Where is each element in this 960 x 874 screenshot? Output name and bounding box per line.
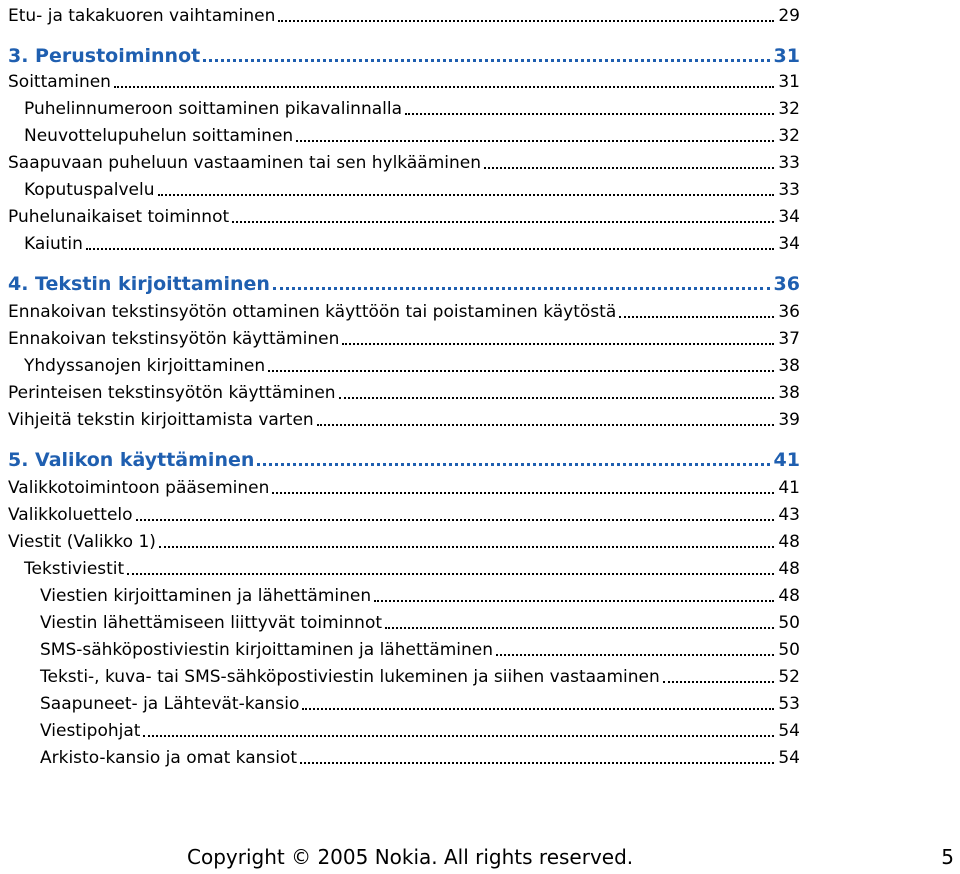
toc-entry-label: Perinteisen tekstinsyötön käyttäminen	[8, 383, 336, 403]
toc-entry-page: 36	[773, 273, 800, 295]
toc-chapter-entry[interactable]	[8, 444, 800, 470]
toc-entry-label: Viestien kirjoittaminen ja lähettäminen	[40, 586, 372, 606]
toc-leader-dots	[484, 167, 774, 169]
toc-entry-page: 31	[773, 45, 800, 67]
toc-entry[interactable]	[8, 174, 800, 200]
toc-entry-label: Ennakoivan tekstinsyötön ottaminen käyttöön tai poistaminen käytöstä	[8, 302, 617, 322]
toc-entry-page: 48	[778, 532, 800, 552]
toc-entry-page: 38	[778, 356, 800, 376]
toc-entry[interactable]	[8, 296, 800, 322]
toc-entry-label: Arkisto-kansio ja omat kansiot	[40, 748, 298, 768]
toc-entry[interactable]	[8, 228, 800, 254]
toc-entry[interactable]	[8, 499, 800, 525]
toc-leader-dots	[268, 370, 774, 372]
toc-leader-dots	[143, 735, 774, 737]
toc-entry-page: 54	[778, 721, 800, 741]
toc-entry-label: Tekstiviestit	[24, 559, 125, 579]
toc-entry-page: 43	[778, 505, 800, 525]
toc-entry[interactable]	[8, 377, 800, 403]
toc-leader-dots	[86, 248, 774, 250]
toc-entry-label: Viestin lähettämiseen liittyvät toiminnot	[40, 613, 383, 633]
toc-leader-dots	[159, 546, 774, 548]
toc-leader-dots	[114, 86, 774, 88]
toc-entry-page: 48	[778, 559, 800, 579]
toc-entry-page: 48	[778, 586, 800, 606]
toc-entry-page: 41	[778, 478, 800, 498]
toc-entry-label: Ennakoivan tekstinsyötön käyttäminen	[8, 329, 340, 349]
toc-entry[interactable]	[8, 120, 800, 146]
toc-entry-label: Valikkoluettelo	[8, 505, 133, 525]
toc-leader-dots	[127, 573, 774, 575]
toc-leader-dots	[278, 20, 774, 22]
toc-entry[interactable]	[8, 526, 800, 552]
toc-entry-label: Kaiutin	[24, 234, 83, 254]
toc-leader-dots	[342, 343, 774, 345]
toc-entry-page: 41	[773, 449, 800, 471]
toc-leader-dots	[663, 681, 775, 683]
toc-leader-dots	[158, 194, 775, 196]
toc-entry-page: 50	[778, 640, 800, 660]
toc-entry-page: 39	[778, 410, 800, 430]
toc-entry-label: Saapuneet- ja Lähtevät-kansio	[40, 694, 300, 714]
toc-entry-label: Saapuvaan puheluun vastaaminen tai sen hylkääminen	[8, 153, 481, 173]
toc-entry-label: Viestipohjat	[40, 721, 141, 741]
toc-leader-dots	[296, 140, 774, 142]
toc-entry-page: 36	[778, 302, 800, 322]
toc-entry-page: 52	[778, 667, 800, 687]
toc-entry-label: Etu- ja takakuoren vaihtaminen	[8, 6, 276, 26]
toc-leader-dots	[374, 600, 774, 602]
toc-entry-label: Puhelunaikaiset toiminnot	[8, 207, 230, 227]
toc-entry-label: Valikkotoimintoon pääseminen	[8, 478, 270, 498]
toc-entry[interactable]	[8, 472, 800, 498]
toc-entry-label: Vihjeitä tekstin kirjoittamista varten	[8, 410, 314, 430]
toc-entry-label: Neuvottelupuhelun soittaminen	[24, 126, 294, 146]
toc-leader-dots	[136, 519, 775, 521]
toc-leader-dots	[317, 424, 775, 426]
toc-entry[interactable]	[8, 742, 800, 768]
toc-entry-label: Viestit (Valikko 1)	[8, 532, 156, 552]
page-number: 5	[941, 845, 954, 869]
toc-entry-page: 33	[778, 180, 800, 200]
toc-entry-label: 3. Perustoiminnot	[8, 45, 201, 67]
toc-entry[interactable]	[8, 201, 800, 227]
toc-entry-page: 34	[778, 234, 800, 254]
toc-entry-label: Koputuspalvelu	[24, 180, 155, 200]
toc-entry[interactable]	[8, 350, 800, 376]
toc-entry-page: 29	[778, 6, 800, 26]
toc-entry-label: Yhdyssanojen kirjoittaminen	[24, 356, 266, 376]
toc-entry-page: 50	[778, 613, 800, 633]
toc-chapter-entry[interactable]	[8, 268, 800, 294]
toc-leader-dots	[232, 221, 774, 223]
toc-entry[interactable]	[8, 93, 800, 119]
toc-leader-dots	[300, 762, 774, 764]
toc-entry-page: 32	[778, 99, 800, 119]
toc-entry-page: 37	[778, 329, 800, 349]
toc-entry-label: Soittaminen	[8, 72, 111, 92]
toc-entry-page: 34	[778, 207, 800, 227]
toc-entry-label: 4. Tekstin kirjoittaminen	[8, 273, 270, 295]
toc-leader-dots	[272, 492, 774, 494]
toc-entry-page: 32	[778, 126, 800, 146]
toc-entry[interactable]	[8, 66, 800, 92]
toc-entry[interactable]	[8, 323, 800, 349]
toc-leader-dots	[273, 287, 770, 290]
toc-leader-dots	[619, 316, 774, 318]
toc-entry-label: SMS-sähköpostiviestin kirjoittaminen ja lähettäminen	[40, 640, 493, 660]
toc-entry-page: 54	[778, 748, 800, 768]
copyright-notice: Copyright © 2005 Nokia. All rights reserved.	[187, 845, 634, 869]
toc-entry-label: 5. Valikon käyttäminen	[8, 449, 255, 471]
toc-entry[interactable]	[8, 404, 800, 430]
toc-entry[interactable]	[8, 661, 800, 687]
toc-entry-page: 31	[778, 72, 800, 92]
toc-entry[interactable]	[8, 715, 800, 741]
toc-entry[interactable]	[8, 553, 800, 579]
toc-leader-dots	[302, 708, 774, 710]
toc-entry[interactable]	[8, 607, 800, 633]
toc-entry-page: 33	[778, 153, 800, 173]
toc-entry[interactable]	[8, 147, 800, 173]
toc-leader-dots	[257, 463, 769, 466]
toc-leader-dots	[496, 654, 774, 656]
toc-entry-page: 53	[778, 694, 800, 714]
toc-entry[interactable]	[8, 580, 800, 606]
toc-entry-label: Teksti-, kuva- tai SMS-sähköpostiviestin lukeminen ja siihen vastaaminen	[40, 667, 660, 687]
toc-entry[interactable]	[8, 0, 800, 26]
toc-entry-page: 38	[778, 383, 800, 403]
toc-leader-dots	[405, 113, 774, 115]
toc-leader-dots	[203, 59, 769, 62]
toc-entry-label: Puhelinnumeroon soittaminen pikavalinnalla	[24, 99, 403, 119]
toc-leader-dots	[385, 627, 774, 629]
toc-leader-dots	[339, 397, 775, 399]
toc-entry[interactable]	[8, 688, 800, 714]
toc-entry[interactable]	[8, 634, 800, 660]
toc-chapter-entry[interactable]	[8, 40, 800, 66]
